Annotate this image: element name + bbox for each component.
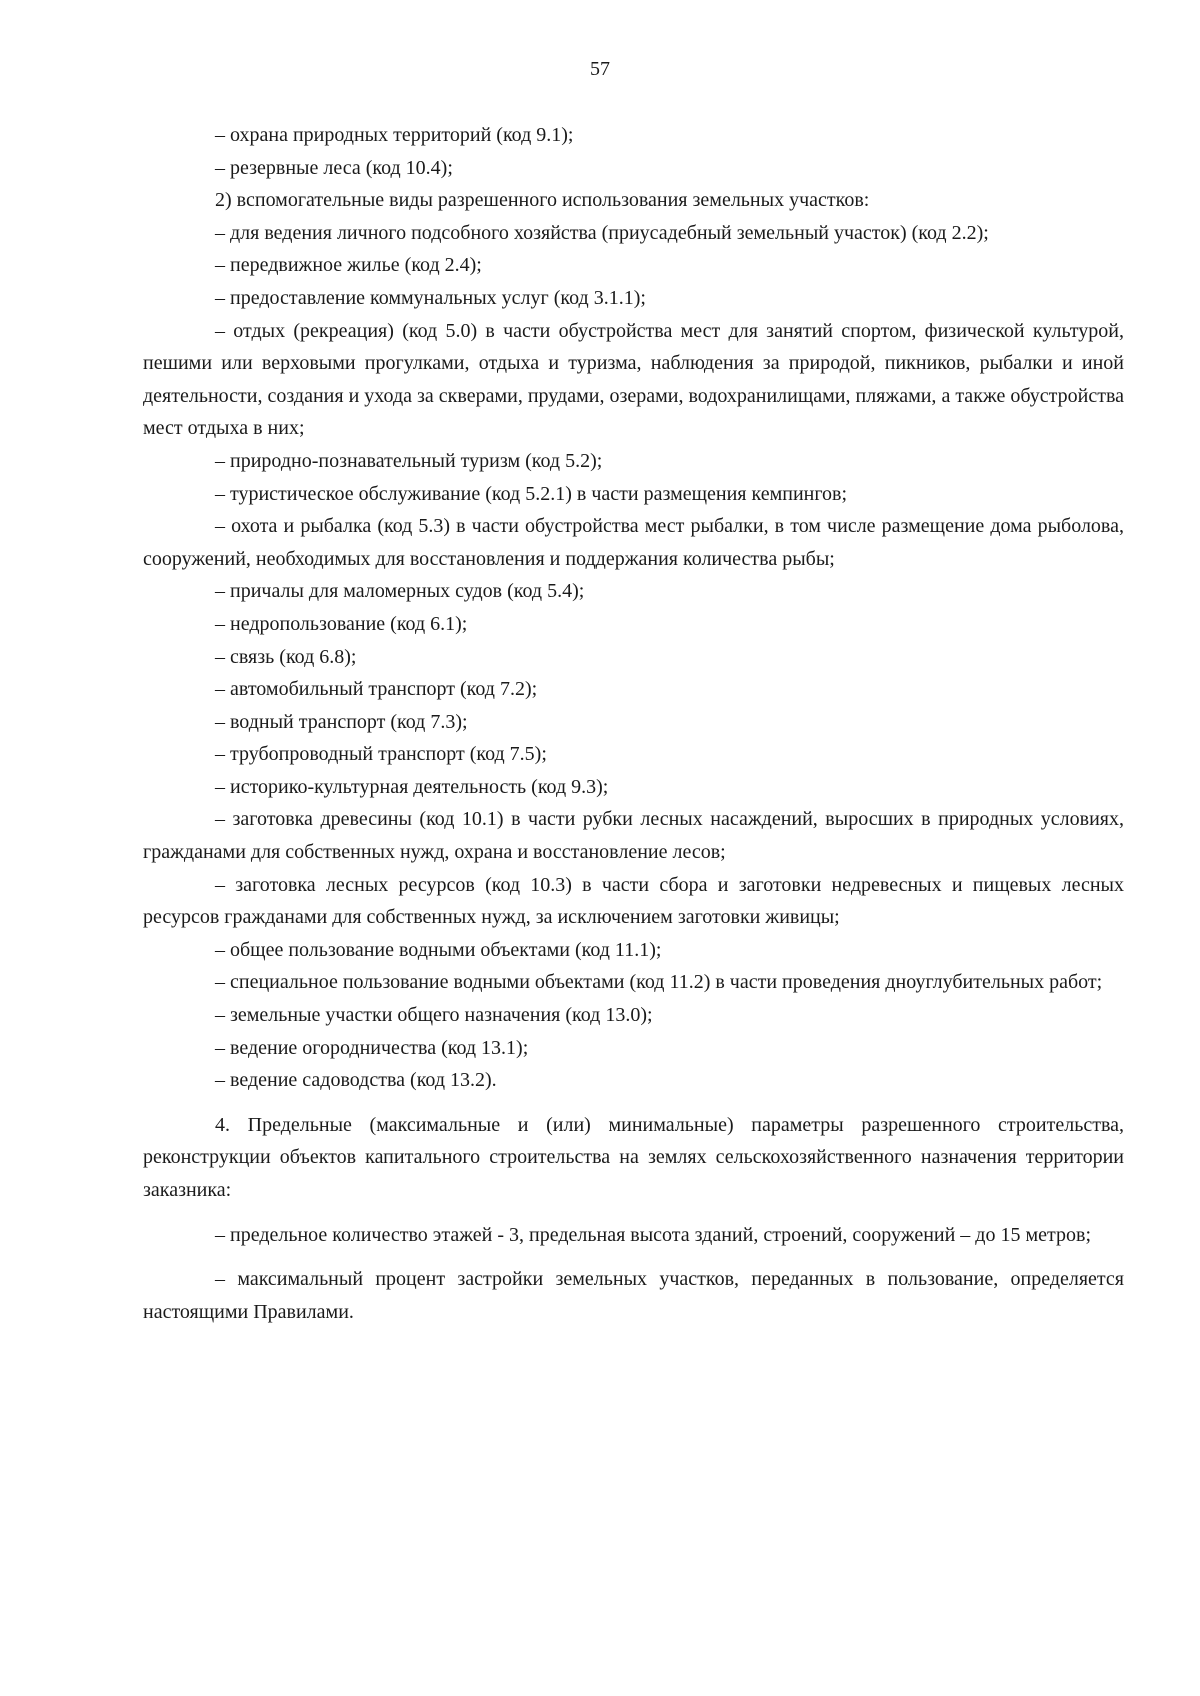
list-item: – общее пользование водными объектами (код 11.1); — [215, 938, 662, 961]
list-item: – туристическое обслуживание (код 5.2.1) в части размещения кемпингов; — [215, 482, 848, 505]
list-item: – отдых (рекреация) (код 5.0) в части обустройства мест для занятий спортом, физической культурой, пешими или верховыми прогулками, отдыха и туризма, наблюдения за природой, пикников, рыбалки и иной деятельности, создания и ухода за скверами, прудами, озерами, водохранилищами, пляжами, а также обустройства мест отдыха в них; — [143, 319, 1124, 440]
list-item: – связь (код 6.8); — [215, 645, 357, 668]
list-item: – историко-культурная деятельность (код 9.3); — [215, 775, 609, 798]
limit-floors-item: – предельное количество этажей - 3, предельная высота зданий, строений, сооружений – до 15 метров; — [215, 1223, 1091, 1246]
list-item: – предоставление коммунальных услуг (код 3.1.1); — [215, 286, 646, 309]
list-item: – ведение огородничества (код 13.1); — [215, 1036, 529, 1059]
list-item: – для ведения личного подсобного хозяйства (приусадебный земельный участок) (код 2.2); — [215, 221, 989, 244]
section-4-paragraph: 4. Предельные (максимальные и (или) минимальные) параметры разрешенного строительства, реконструкции объектов капитального строительства на землях сельскохозяйственного назначения территории заказника: — [143, 1113, 1124, 1201]
list-item: – специальное пользование водными объектами (код 11.2) в части проведения дноуглубительных работ; — [215, 971, 1103, 994]
list-item: – заготовка древесины (код 10.1) в части рубки лесных насаждений, выросших в природных условиях, гражданами для собственных нужд, охрана и восстановление лесов; — [143, 808, 1124, 864]
list-item: – передвижное жилье (код 2.4); — [215, 254, 482, 277]
list-item: – заготовка лесных ресурсов (код 10.3) в части сбора и заготовки недревесных и пищевых лесных ресурсов гражданами для собственных нужд, за исключением заготовки живицы; — [143, 873, 1124, 929]
list-item: – резервные леса (код 10.4); — [215, 156, 453, 179]
list-item: – трубопроводный транспорт (код 7.5); — [215, 743, 547, 766]
document-body — [143, 119, 1124, 1328]
limit-percent-item: – максимальный процент застройки земельных участков, переданных в пользование, определяется настоящими Правилами. — [143, 1268, 1124, 1323]
page-number: 57 — [590, 58, 610, 80]
list-item: – ведение садоводства (код 13.2). — [215, 1069, 497, 1092]
list-item: – природно-познавательный туризм (код 5.2); — [215, 449, 603, 472]
list-item: – причалы для маломерных судов (код 5.4); — [215, 580, 585, 603]
subsection-heading: 2) вспомогательные виды разрешенного использования земельных участков: — [215, 189, 870, 212]
list-item: – земельные участки общего назначения (код 13.0); — [215, 1004, 653, 1027]
list-item: – охрана природных территорий (код 9.1); — [215, 124, 574, 146]
list-item: – недропользование (код 6.1); — [215, 612, 468, 635]
list-item: – автомобильный транспорт (код 7.2); — [215, 678, 538, 701]
list-item: – водный транспорт (код 7.3); — [215, 710, 468, 733]
list-item: – охота и рыбалка (код 5.3) в части обустройства мест рыбалки, в том числе размещение дома рыболова, сооружений, необходимых для восстановления и поддержания количества рыбы; — [143, 515, 1124, 570]
